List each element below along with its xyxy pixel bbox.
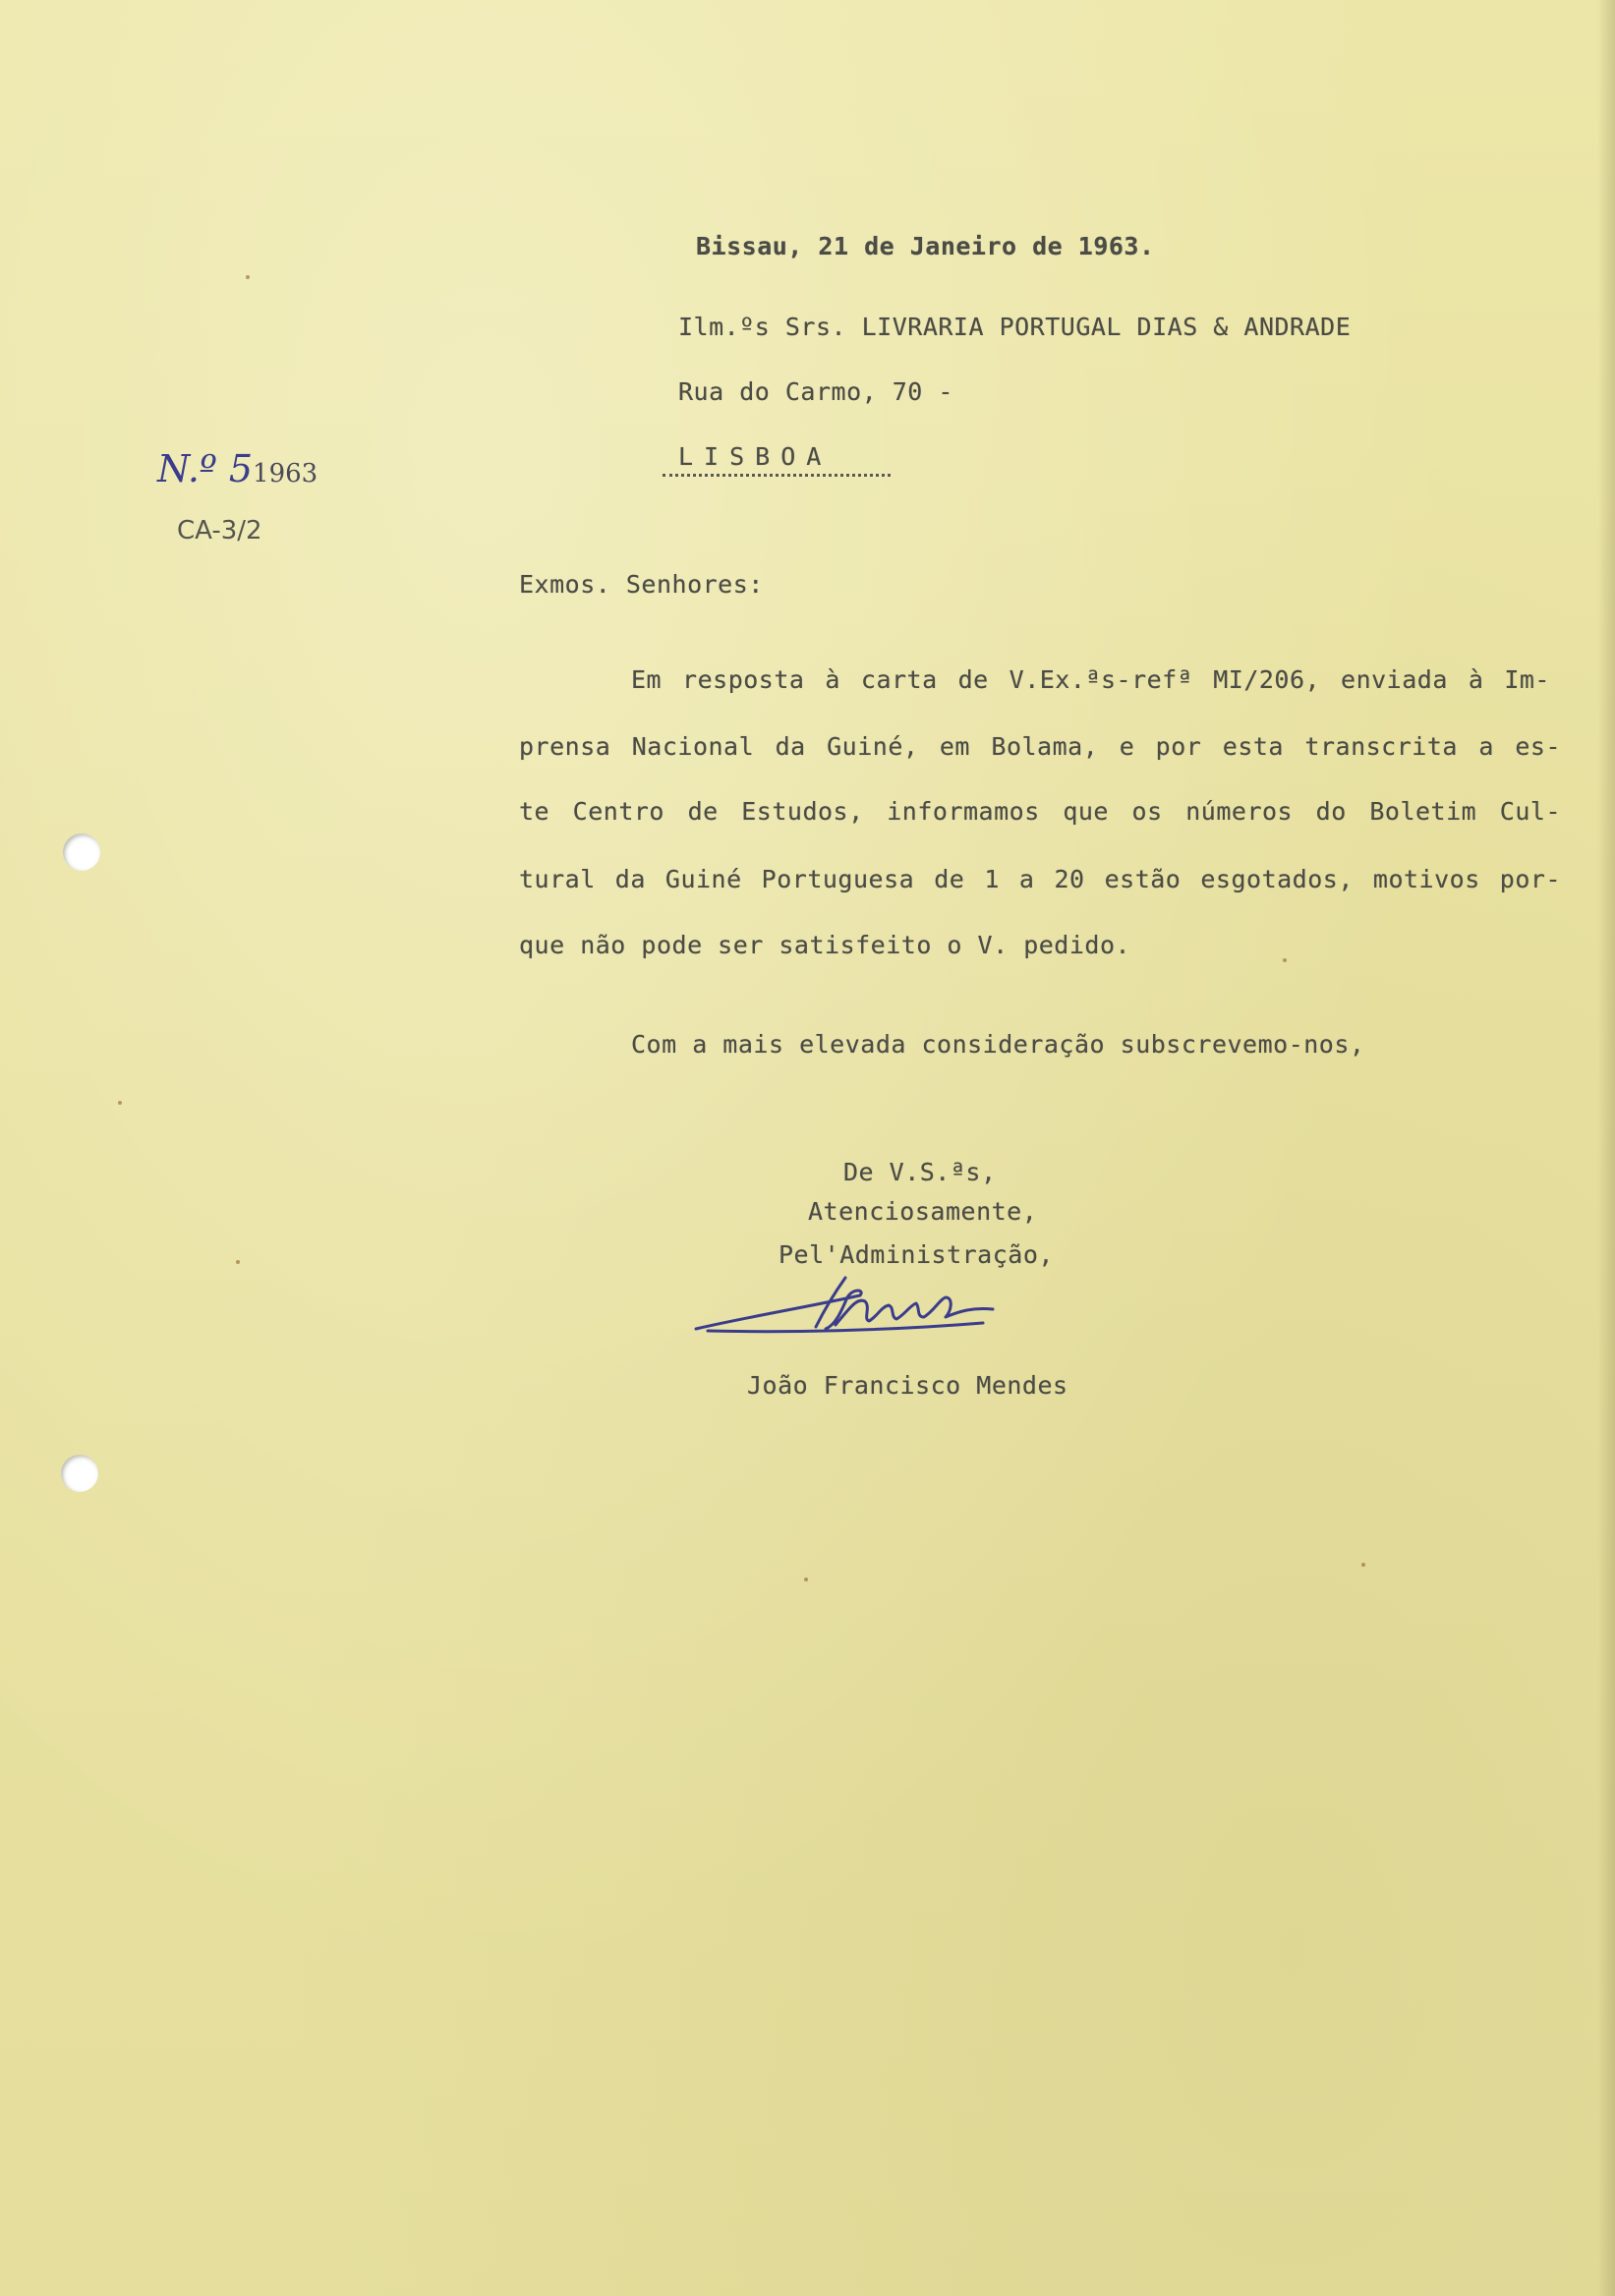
paper-speck — [804, 1578, 808, 1581]
body-line-last: que não pode ser satisfeito o V. pedido. — [519, 931, 1131, 959]
city-line: LISBOA — [678, 442, 833, 471]
paper-speck — [118, 1101, 122, 1105]
signatory-name: João Francisco Mendes — [747, 1371, 1068, 1400]
paper-speck — [236, 1260, 240, 1264]
handwritten-signature — [688, 1268, 1012, 1347]
place-date: Bissau, 21 de Janeiro de 1963. — [696, 232, 1155, 260]
salutation: Exmos. Senhores: — [519, 570, 764, 599]
body-line: tural da Guiné Portuguesa de 1 a 20 estão esgotados, motivos por- — [519, 865, 1561, 893]
reference-number — [157, 447, 317, 490]
paper-speck — [1361, 1563, 1365, 1567]
paper-speck — [1283, 958, 1287, 962]
recipient-line: Ilm.ºs Srs. LIVRARIA PORTUGAL DIAS & ANDRADE — [678, 313, 1352, 341]
city-underline — [663, 474, 891, 477]
signoff-line-1: De V.S.ªs, — [843, 1158, 997, 1186]
punch-hole-bottom — [61, 1455, 98, 1492]
punch-hole-top — [63, 833, 100, 871]
signoff-line-2: Atenciosamente, — [808, 1197, 1038, 1226]
body-line: Em resposta à carta de V.Ex.ªs-refª MI/206, enviada à Im- — [631, 665, 1550, 694]
paper-speck — [246, 275, 250, 279]
reference-year: 1963 — [253, 459, 318, 488]
street-line: Rua do Carmo, 70 - — [678, 377, 953, 406]
signoff-line-3: Pel'Administração, — [779, 1240, 1054, 1269]
reference-code: CA-3/2 — [177, 516, 262, 545]
body-line: prensa Nacional da Guiné, em Bolama, e por esta transcrita a es- — [519, 732, 1561, 761]
closing-line: Com a mais elevada consideração subscrevemo-nos, — [631, 1030, 1365, 1059]
reference-handwritten: N.º 5 — [157, 447, 254, 490]
body-line: te Centro de Estudos, informamos que os números do Boletim Cul- — [519, 797, 1561, 826]
